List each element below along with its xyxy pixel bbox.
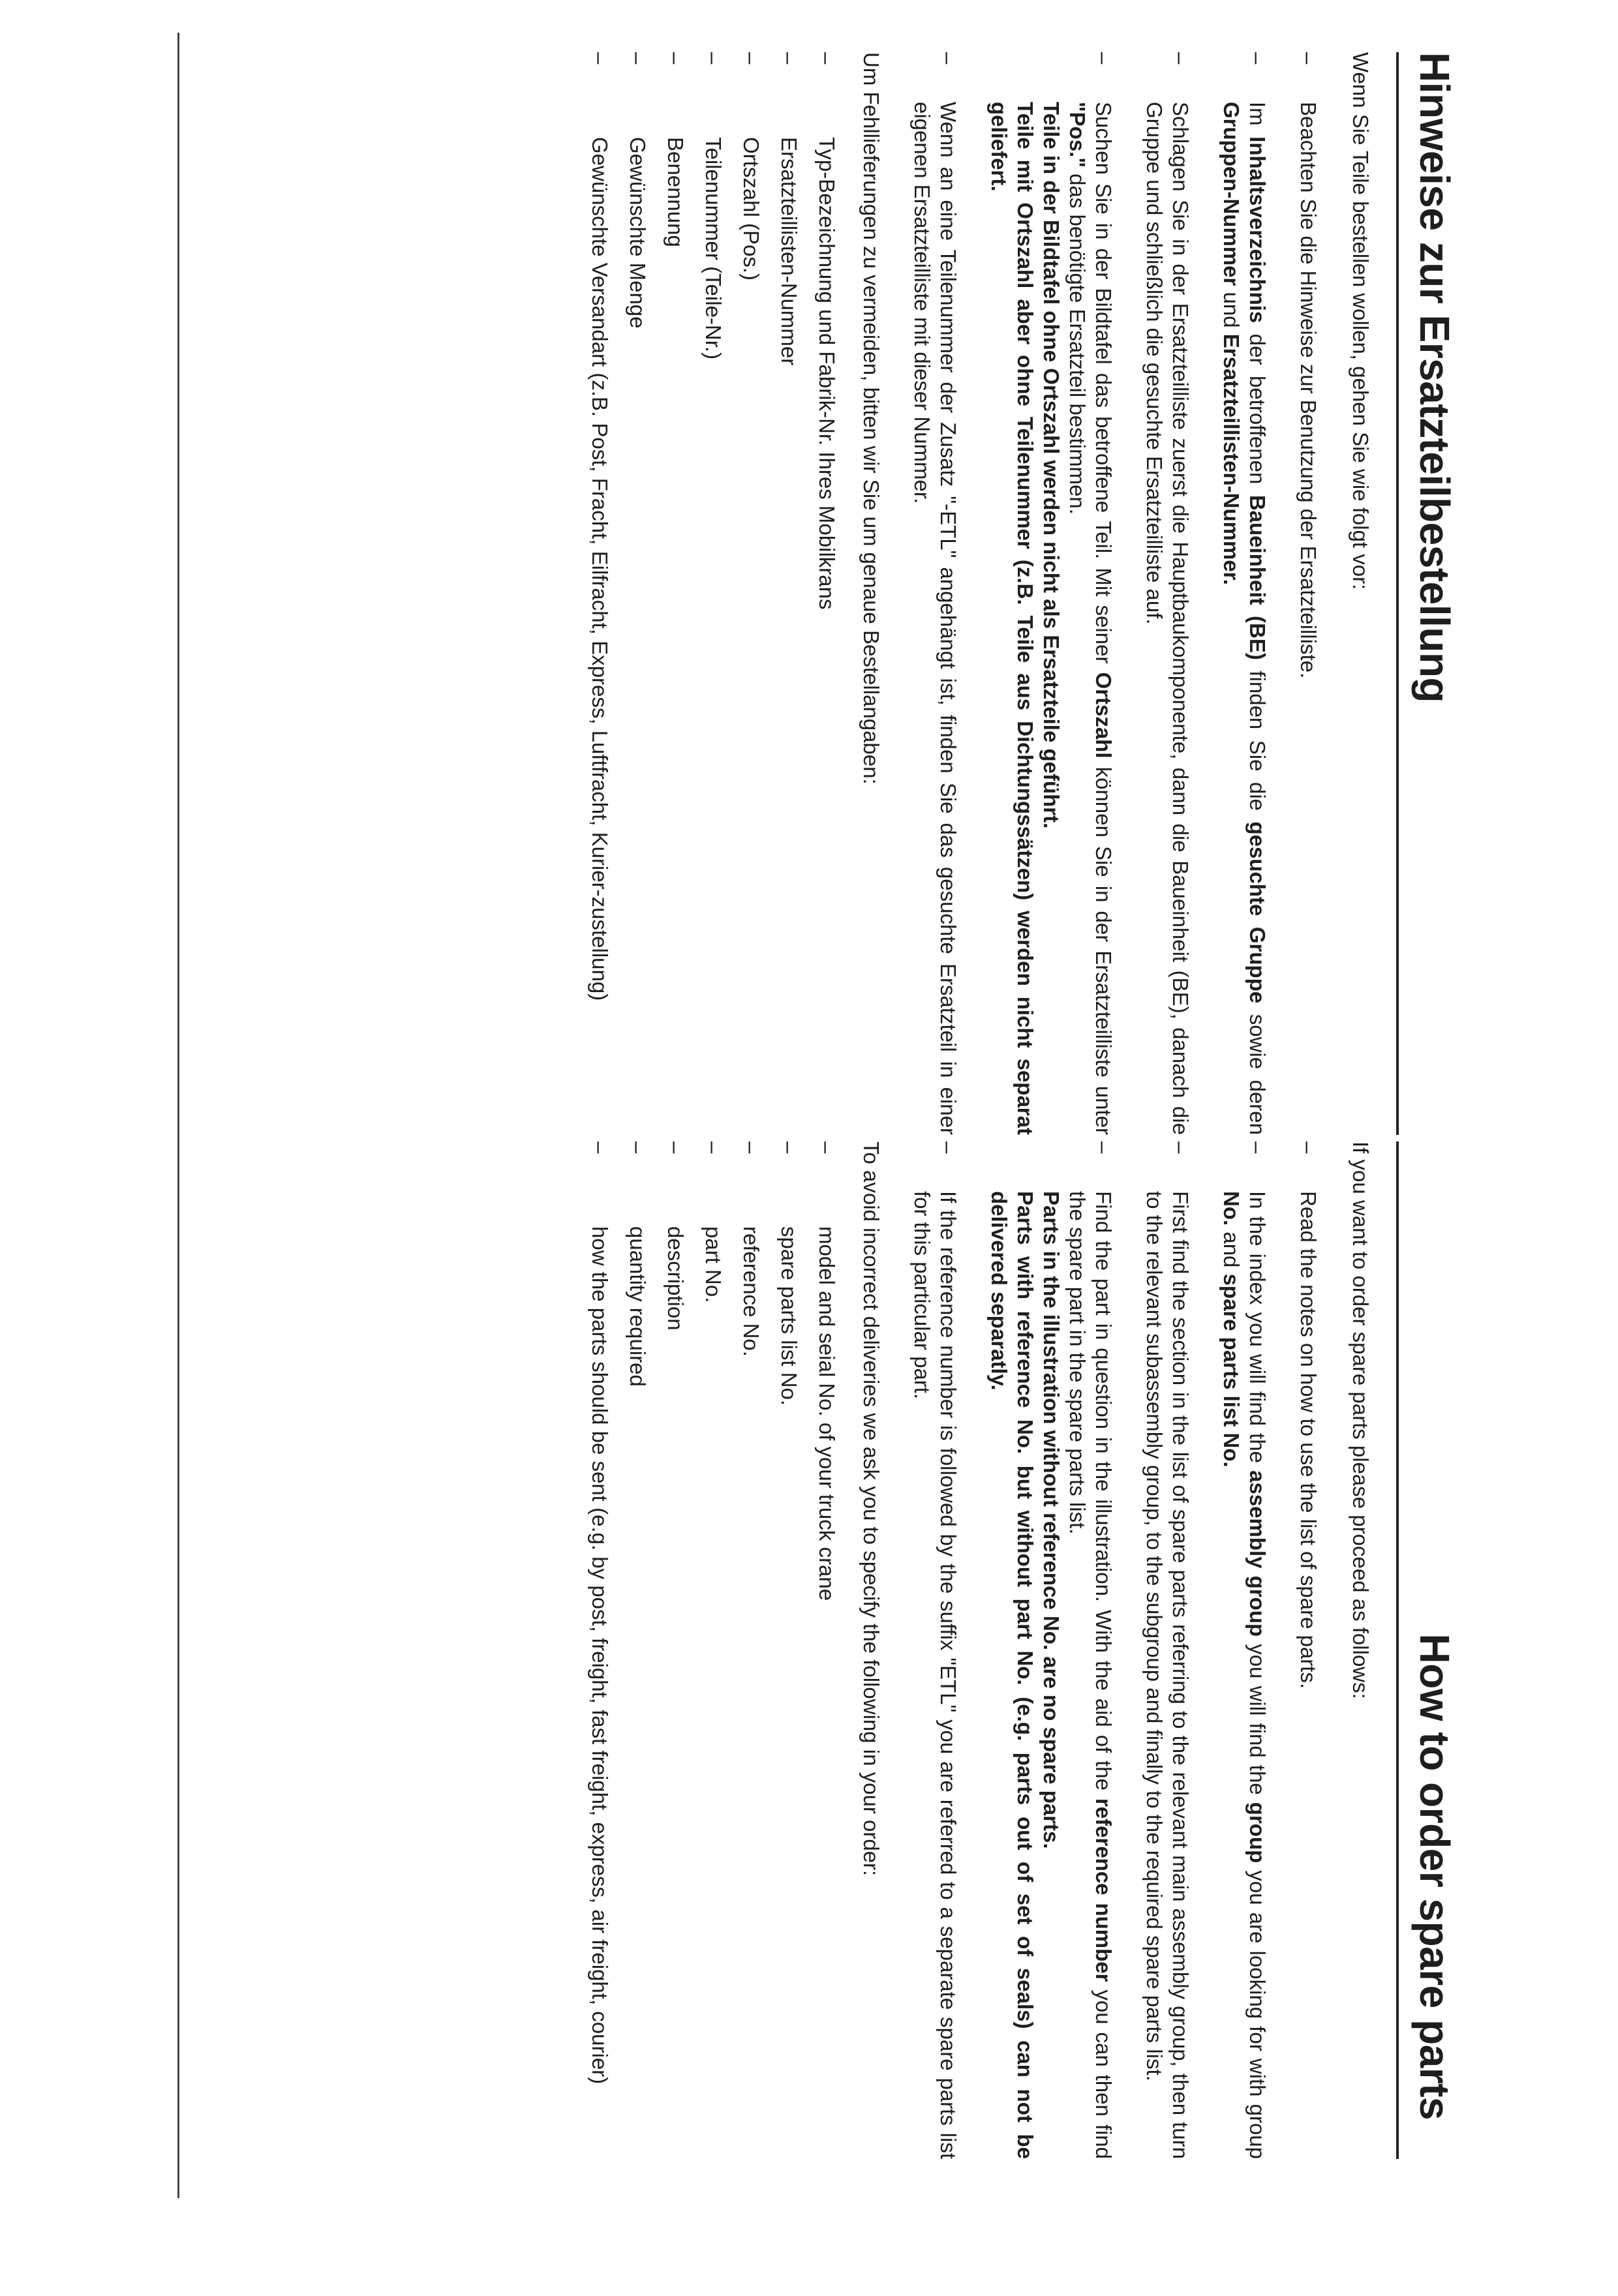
- dash-marker: –: [1245, 52, 1270, 65]
- german-step-1-text: Beachten Sie die Hinweise zur Benutzung der Ersatzteilliste.: [1296, 102, 1320, 679]
- german-list-item: – Benennung: [664, 52, 688, 247]
- german-list-item: – Gewünschte Versandart (z.B. Post, Fracht, Eilfracht, Express, Luftfracht, Kurier-zustellung): [588, 52, 612, 1001]
- bottom-rule: [177, 33, 179, 2198]
- english-step-4-note-2: Parts with reference No. but without part No. (e.g. parts out of set of seals) can not be delivered separatly.: [987, 1191, 1037, 2159]
- english-body: [575, 1141, 1373, 2159]
- english-heading: [1396, 1141, 1481, 2159]
- german-step-5: [909, 52, 961, 1135]
- english-list-item: – how the parts should be sent (e.g. by post, freight, fast freight, express, air freight, courier): [588, 1141, 612, 2085]
- german-list-intro: Um Fehllieferungen zu vermeiden, bitten wir Sie um genaue Bestellangaben:: [859, 52, 883, 785]
- dash-marker: –: [936, 1141, 960, 1154]
- english-list-intro: To avoid incorrect deliveries we ask you to specify the following in your order:: [859, 1141, 883, 1877]
- english-title: How to order spare parts: [1411, 1633, 1458, 2120]
- english-step-1: [1295, 1141, 1321, 2159]
- german-step-1: [1295, 52, 1321, 1135]
- english-list-item: – quantity required: [626, 1141, 650, 1387]
- dash-marker: –: [1296, 1141, 1320, 1154]
- german-list-item: – Teilenummer (Teile-Nr.): [701, 52, 725, 360]
- german-step-4-note-2: Teile mit Ortszahl aber ohne Teilenummer (z.B. Teile aus Dichtungssätzen) werden nicht separat geliefert.: [987, 102, 1037, 1135]
- english-step-4: [986, 1141, 1116, 2159]
- english-list-item: – model and seial No. of your truck crane: [815, 1141, 839, 1601]
- german-intro: Wenn Sie Teile bestellen wollen, gehen Sie wie folgt vor:: [1349, 52, 1373, 590]
- german-step-3-text: Schlagen Sie in der Ersatzteilliste zuerst die Hauptbaukomponente, dann die Baueinheit (BE), danach die Gruppe und schließlich die gesuchte Ersatzteilliste auf.: [1142, 102, 1193, 1135]
- german-step-4: [986, 52, 1116, 1135]
- english-step-3: [1141, 1141, 1193, 2159]
- english-step-1-text: Read the notes on how to use the list of spare parts.: [1296, 1191, 1320, 1689]
- dash-marker: –: [936, 52, 960, 65]
- german-body: [575, 52, 1373, 1135]
- german-step-5-text: Wenn an eine Teilenummer der Zusatz "-ETL" angehängt ist, finden Sie das gesuchte Ersatzteil in einer eigenen Ersatzteilliste mit dieser Nummer.: [910, 102, 960, 1135]
- english-step-3-text: First find the section in the list of spare parts referring to the relevant main assembly group, then turn to the relevant subassembly group, to the subgroup and finally to the required spare parts list.: [1142, 1191, 1193, 2159]
- german-title: Hinweise zur Ersatzteilbestellung: [1411, 52, 1458, 703]
- german-list-item: – Gewünschte Menge: [626, 52, 650, 329]
- dash-marker: –: [1091, 52, 1116, 65]
- english-step-4-note-1: Parts in the illustration without reference No. are no spare parts.: [1039, 1191, 1063, 1849]
- english-step-2: [1218, 1141, 1270, 2159]
- german-list-item: – Typ-Bezeichnung und Fabrik-Nr. Ihres Mobilkrans: [815, 52, 839, 610]
- english-step-2-text: In the index you will find the assembly group you will find the group you are looking for with group No. and spare parts list No.: [1219, 1191, 1270, 2159]
- english-list-item: – spare parts list No.: [777, 1141, 801, 1406]
- english-step-5: [909, 1141, 961, 2159]
- dash-marker: –: [1245, 1141, 1270, 1154]
- german-list-item: – Ortszahl (Pos.): [739, 52, 763, 281]
- english-section: [0, 1141, 1618, 2159]
- german-heading: [1396, 52, 1481, 1135]
- english-list-item: – description: [664, 1141, 688, 1331]
- german-step-2-text: Im Inhaltsverzeichnis der betroffenen Baueinheit (BE) finden Sie die gesuchte Gruppe sowie deren Gruppen-Nummer und Ersatzteillisten-Nummer.: [1219, 102, 1270, 1136]
- dash-marker: –: [1296, 52, 1320, 65]
- german-section: [0, 52, 1618, 1135]
- english-step-4-text: Find the part in question in the illustration. With the aid of the reference number you can then find the spare part in the spare parts list.: [1065, 1191, 1116, 2159]
- english-step-5-text: If the reference number is followed by the suffix "ETL" you are referred to a separate spare parts list for this particular part.: [910, 1191, 960, 2159]
- german-step-2: [1218, 52, 1270, 1135]
- german-step-4-note-1: Teile in der Bildtafel ohne Ortszahl werden nicht als Ersatzteile geführt.: [1039, 102, 1063, 829]
- english-intro: If you want to order spare parts please proceed as follows:: [1349, 1141, 1373, 1699]
- dash-marker: –: [1091, 1141, 1116, 1154]
- dash-marker: –: [1168, 52, 1193, 65]
- english-list-item: – reference No.: [739, 1141, 763, 1357]
- dash-marker: –: [1168, 1141, 1193, 1154]
- german-step-4-text: Suchen Sie in der Bildtafel das betroffene Teil. Mit seiner Ortszahl können Sie in der Ersatzteilliste unter "Pos." das benötigte Ersatzteil bestimmen.: [1065, 102, 1116, 1135]
- german-step-3: [1141, 52, 1193, 1135]
- german-list-item: – Ersatzteillisten-Nummer: [777, 52, 801, 366]
- english-list-item: – part No.: [701, 1141, 725, 1303]
